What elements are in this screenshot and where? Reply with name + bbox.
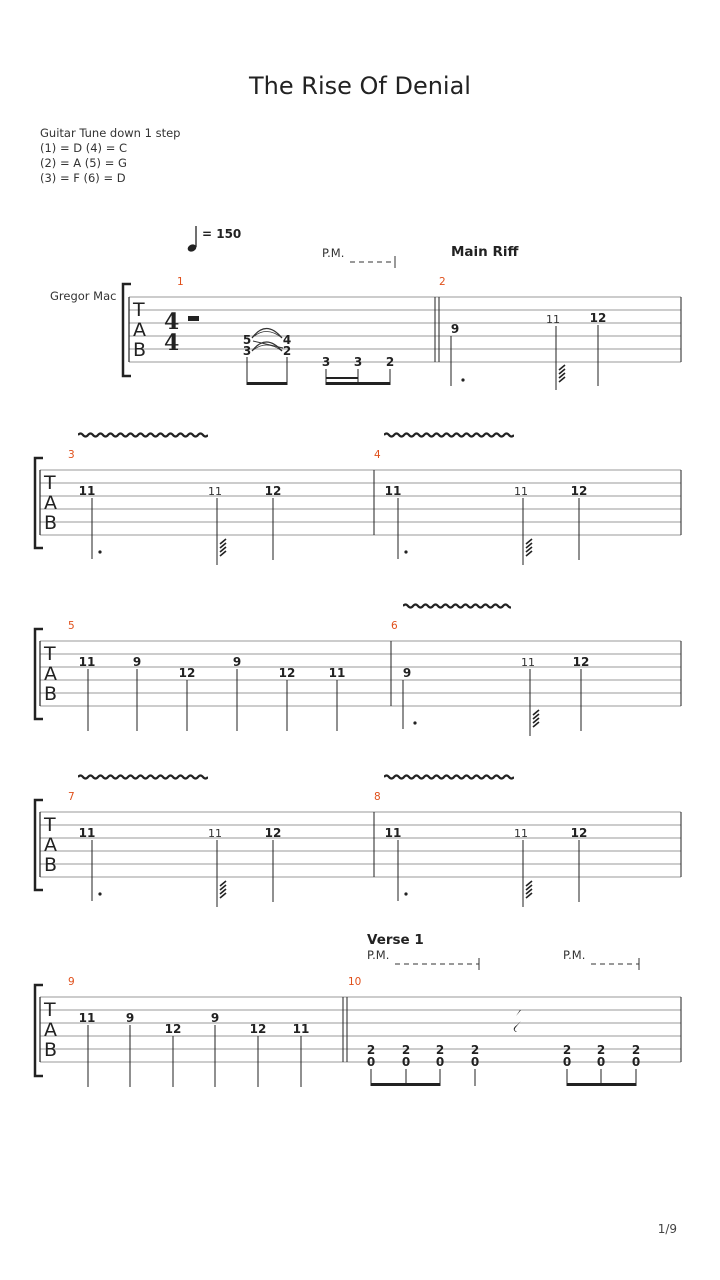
tab-note: 12 [278, 666, 296, 680]
tab-note: 12 [570, 484, 588, 498]
tab-letter-b: B [44, 1039, 58, 1061]
svg-text:2: 2 [470, 1043, 480, 1057]
tempo-marking [186, 226, 241, 253]
tab-note: 12 [264, 484, 282, 498]
tab-note: 11 [208, 827, 222, 840]
quarter-rest [514, 1010, 521, 1032]
bar-number: 1 [177, 276, 184, 288]
tab-letter-a: A [44, 1019, 57, 1041]
svg-text:0: 0 [366, 1055, 376, 1069]
tab-note: 12 [264, 826, 282, 840]
system-1 [50, 226, 681, 390]
tab-note: 12 [589, 311, 607, 325]
tab-note: 12 [570, 826, 588, 840]
tab-note: 3 [242, 344, 252, 358]
tab-note: 9 [450, 322, 460, 336]
tab-letter-b: B [133, 339, 147, 361]
tab-note: 11 [546, 313, 560, 326]
svg-text:0: 0 [470, 1055, 480, 1069]
tab-letter-a: A [44, 834, 57, 856]
system-4 [35, 776, 681, 908]
tab-note: 11 [328, 666, 346, 680]
section-verse-1: Verse 1 [367, 932, 424, 948]
bar-number: 3 [68, 449, 75, 461]
svg-text:0: 0 [435, 1055, 445, 1069]
vibrato-marking [403, 605, 533, 608]
tab-note: 3 [353, 355, 363, 369]
bar-number: 6 [391, 620, 398, 632]
tab-note: 11 [384, 826, 402, 840]
bar-number: 4 [374, 449, 381, 461]
palm-mute-label: P.M. [563, 948, 586, 962]
palm-mute-label: P.M. [367, 948, 390, 962]
tab-note: 12 [164, 1022, 182, 1036]
whole-rest [188, 316, 199, 321]
tab-note: 11 [292, 1022, 310, 1036]
tab-note: 12 [249, 1022, 267, 1036]
tuning-line: (3) = F (6) = D [40, 171, 126, 185]
vibrato-marking [78, 434, 208, 437]
tab-note: 3 [321, 355, 331, 369]
tab-letter-t: T [44, 999, 56, 1021]
power-chord [436, 1043, 444, 1069]
tab-letter-t: T [44, 814, 56, 836]
tab-letter-t: T [44, 643, 56, 665]
svg-text:0: 0 [631, 1055, 641, 1069]
tab-note: 11 [78, 1011, 96, 1025]
tab-note: 9 [125, 1011, 135, 1025]
tab-note: 11 [514, 485, 528, 498]
instrument-name: Gregor Mac [50, 289, 117, 303]
time-signature-bottom: 4 [164, 330, 180, 356]
vibrato-marking [78, 776, 208, 779]
tab-note: 11 [384, 484, 402, 498]
palm-mute-label: P.M. [322, 246, 345, 260]
tab-letter-a: A [133, 319, 146, 341]
svg-text:0: 0 [401, 1055, 411, 1069]
tab-note: 9 [132, 655, 142, 669]
system-5 [35, 932, 681, 1087]
bar-number: 10 [348, 976, 362, 988]
svg-text:2: 2 [401, 1043, 411, 1057]
tab-note: 11 [78, 826, 96, 840]
vibrato-marking [384, 776, 514, 779]
tab-note: 12 [178, 666, 196, 680]
tab-letter-t: T [133, 299, 145, 321]
bar-number: 5 [68, 620, 75, 632]
tab-note: 11 [514, 827, 528, 840]
tab-note: 12 [572, 655, 590, 669]
tab-letter-b: B [44, 854, 58, 876]
power-chord [632, 1043, 640, 1069]
time-signature-top: 4 [164, 309, 180, 335]
tab-note: 11 [78, 484, 96, 498]
system-2 [35, 434, 681, 566]
tab-letter-t: T [44, 472, 56, 494]
svg-text:2: 2 [631, 1043, 641, 1057]
vibrato-marking [384, 434, 514, 437]
tab-letter-a: A [44, 492, 57, 514]
tab-note: 2 [282, 344, 292, 358]
svg-text:2: 2 [562, 1043, 572, 1057]
bar-number: 2 [439, 276, 446, 288]
page-number: 1/9 [657, 1222, 677, 1236]
bar-number: 7 [68, 791, 75, 803]
tuning-heading: Guitar Tune down 1 step [40, 126, 181, 140]
tuning-line: (1) = D (4) = C [40, 141, 128, 155]
svg-text:0: 0 [562, 1055, 572, 1069]
svg-text:2: 2 [435, 1043, 445, 1057]
tab-letter-a: A [44, 663, 57, 685]
tab-note: 11 [521, 656, 535, 669]
system-3 [35, 605, 681, 737]
tab-note: 4 [282, 333, 292, 347]
power-chord [471, 1043, 479, 1069]
tab-note: 9 [402, 666, 412, 680]
tab-note: 11 [78, 655, 96, 669]
tab-note: 9 [232, 655, 242, 669]
tab-letter-b: B [44, 683, 58, 705]
svg-text:2: 2 [366, 1043, 376, 1057]
power-chord [597, 1043, 605, 1069]
tempo-text: = 150 [202, 227, 242, 241]
tuning-line: (2) = A (5) = G [40, 156, 127, 170]
tab-letter-b: B [44, 512, 58, 534]
song-title: The Rise Of Denial [249, 72, 471, 100]
svg-text:2: 2 [596, 1043, 606, 1057]
power-chord [402, 1043, 410, 1069]
svg-text:0: 0 [596, 1055, 606, 1069]
power-chord [367, 1043, 375, 1069]
section-main-riff: Main Riff [451, 244, 519, 260]
tab-note: 5 [242, 333, 252, 347]
tab-note: 9 [210, 1011, 220, 1025]
bar-number: 8 [374, 791, 381, 803]
tab-note: 11 [208, 485, 222, 498]
bar-number: 9 [68, 976, 75, 988]
tab-note: 2 [385, 355, 395, 369]
power-chord [563, 1043, 571, 1069]
